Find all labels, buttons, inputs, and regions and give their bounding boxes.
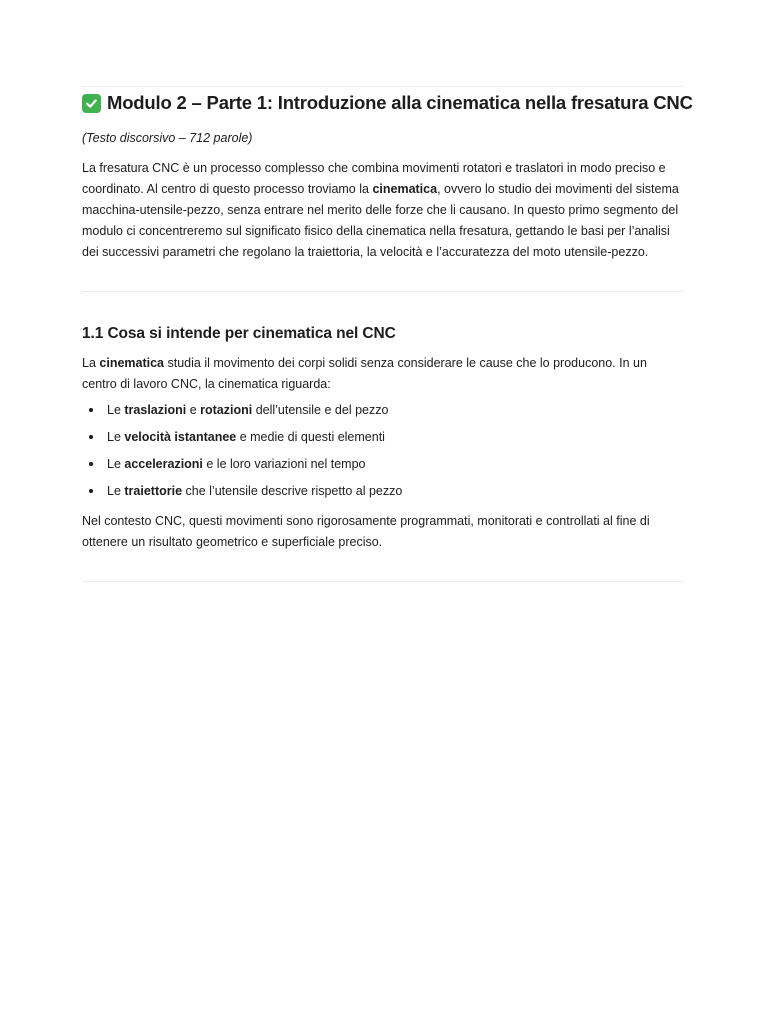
list-item-text: e medie di questi elementi bbox=[236, 430, 385, 444]
list-item-text: Le bbox=[107, 484, 125, 498]
list-item bbox=[82, 455, 684, 473]
bottom-divider bbox=[82, 581, 684, 582]
section-divider bbox=[82, 291, 684, 292]
page-title: Modulo 2 – Parte 1: Introduzione alla cinematica nella fresatura CNC bbox=[107, 92, 693, 113]
top-divider bbox=[82, 86, 684, 87]
intro-paragraph bbox=[82, 158, 684, 263]
list-item-text: Le bbox=[107, 457, 125, 471]
list-item-bold: traiettorie bbox=[124, 484, 183, 498]
list-item-text: Le bbox=[107, 430, 125, 444]
intro-text-1: La fresatura CNC è un processo complesso che combina movimenti rotatori e traslatori in modo preciso e coordinato. Al centro di questo processo troviamo la bbox=[82, 161, 666, 196]
document-page bbox=[0, 86, 768, 1024]
lead-bold-cinematica: cinematica bbox=[99, 356, 165, 370]
intro-text-2: , ovvero lo studio dei movimenti del sistema macchina-utensile-pezzo, senza entrare nel merito delle forze che li causano. In questo primo segmento del modulo ci concentreremo sul significato fisico della cinematica nella fresatura, gettando le basi per l’analisi dei successivi parametri che regolano la traiettoria, la velocità e l’accuratezza del moto utensile-pezzo. bbox=[82, 182, 679, 259]
list-item bbox=[82, 482, 684, 500]
bullet-icon bbox=[89, 408, 93, 412]
bullet-icon bbox=[89, 462, 93, 466]
list-item-text: e bbox=[186, 403, 201, 417]
section-heading: 1.1 Cosa si intende per cinematica nel CNC bbox=[82, 325, 396, 342]
list-item-bold: rotazioni bbox=[200, 403, 253, 417]
bullet-icon bbox=[89, 435, 93, 439]
list-item-text: dell’utensile e del pezzo bbox=[252, 403, 389, 417]
lead-text-2: studia il movimento dei corpi solidi senza considerare le cause che lo producono. In un centro di lavoro CNC, la cinematica riguarda: bbox=[82, 356, 647, 391]
section-lead-paragraph bbox=[82, 353, 684, 395]
subtitle: (Testo discorsivo – 712 parole) bbox=[82, 131, 253, 145]
cinematica-list bbox=[82, 401, 684, 500]
list-item bbox=[82, 428, 684, 446]
list-item-text: Le bbox=[107, 403, 125, 417]
list-item-text: e le loro variazioni nel tempo bbox=[202, 457, 366, 471]
title-row bbox=[82, 91, 693, 115]
intro-bold-cinematica: cinematica bbox=[372, 182, 438, 196]
list-item-bold: accelerazioni bbox=[124, 457, 203, 471]
list-item-bold: velocità istantanee bbox=[124, 430, 237, 444]
check-mark-button-icon bbox=[82, 94, 101, 113]
list-item-bold: traslazioni bbox=[124, 403, 187, 417]
closing-paragraph: Nel contesto CNC, questi movimenti sono rigorosamente programmati, monitorati e controllati al fine di ottenere un risultato geometrico e superficiale preciso. bbox=[82, 514, 650, 549]
list-item bbox=[82, 401, 684, 419]
lead-text-1: La bbox=[82, 356, 100, 370]
list-item-text: che l’utensile descrive rispetto al pezzo bbox=[182, 484, 403, 498]
bullet-icon bbox=[89, 489, 93, 493]
